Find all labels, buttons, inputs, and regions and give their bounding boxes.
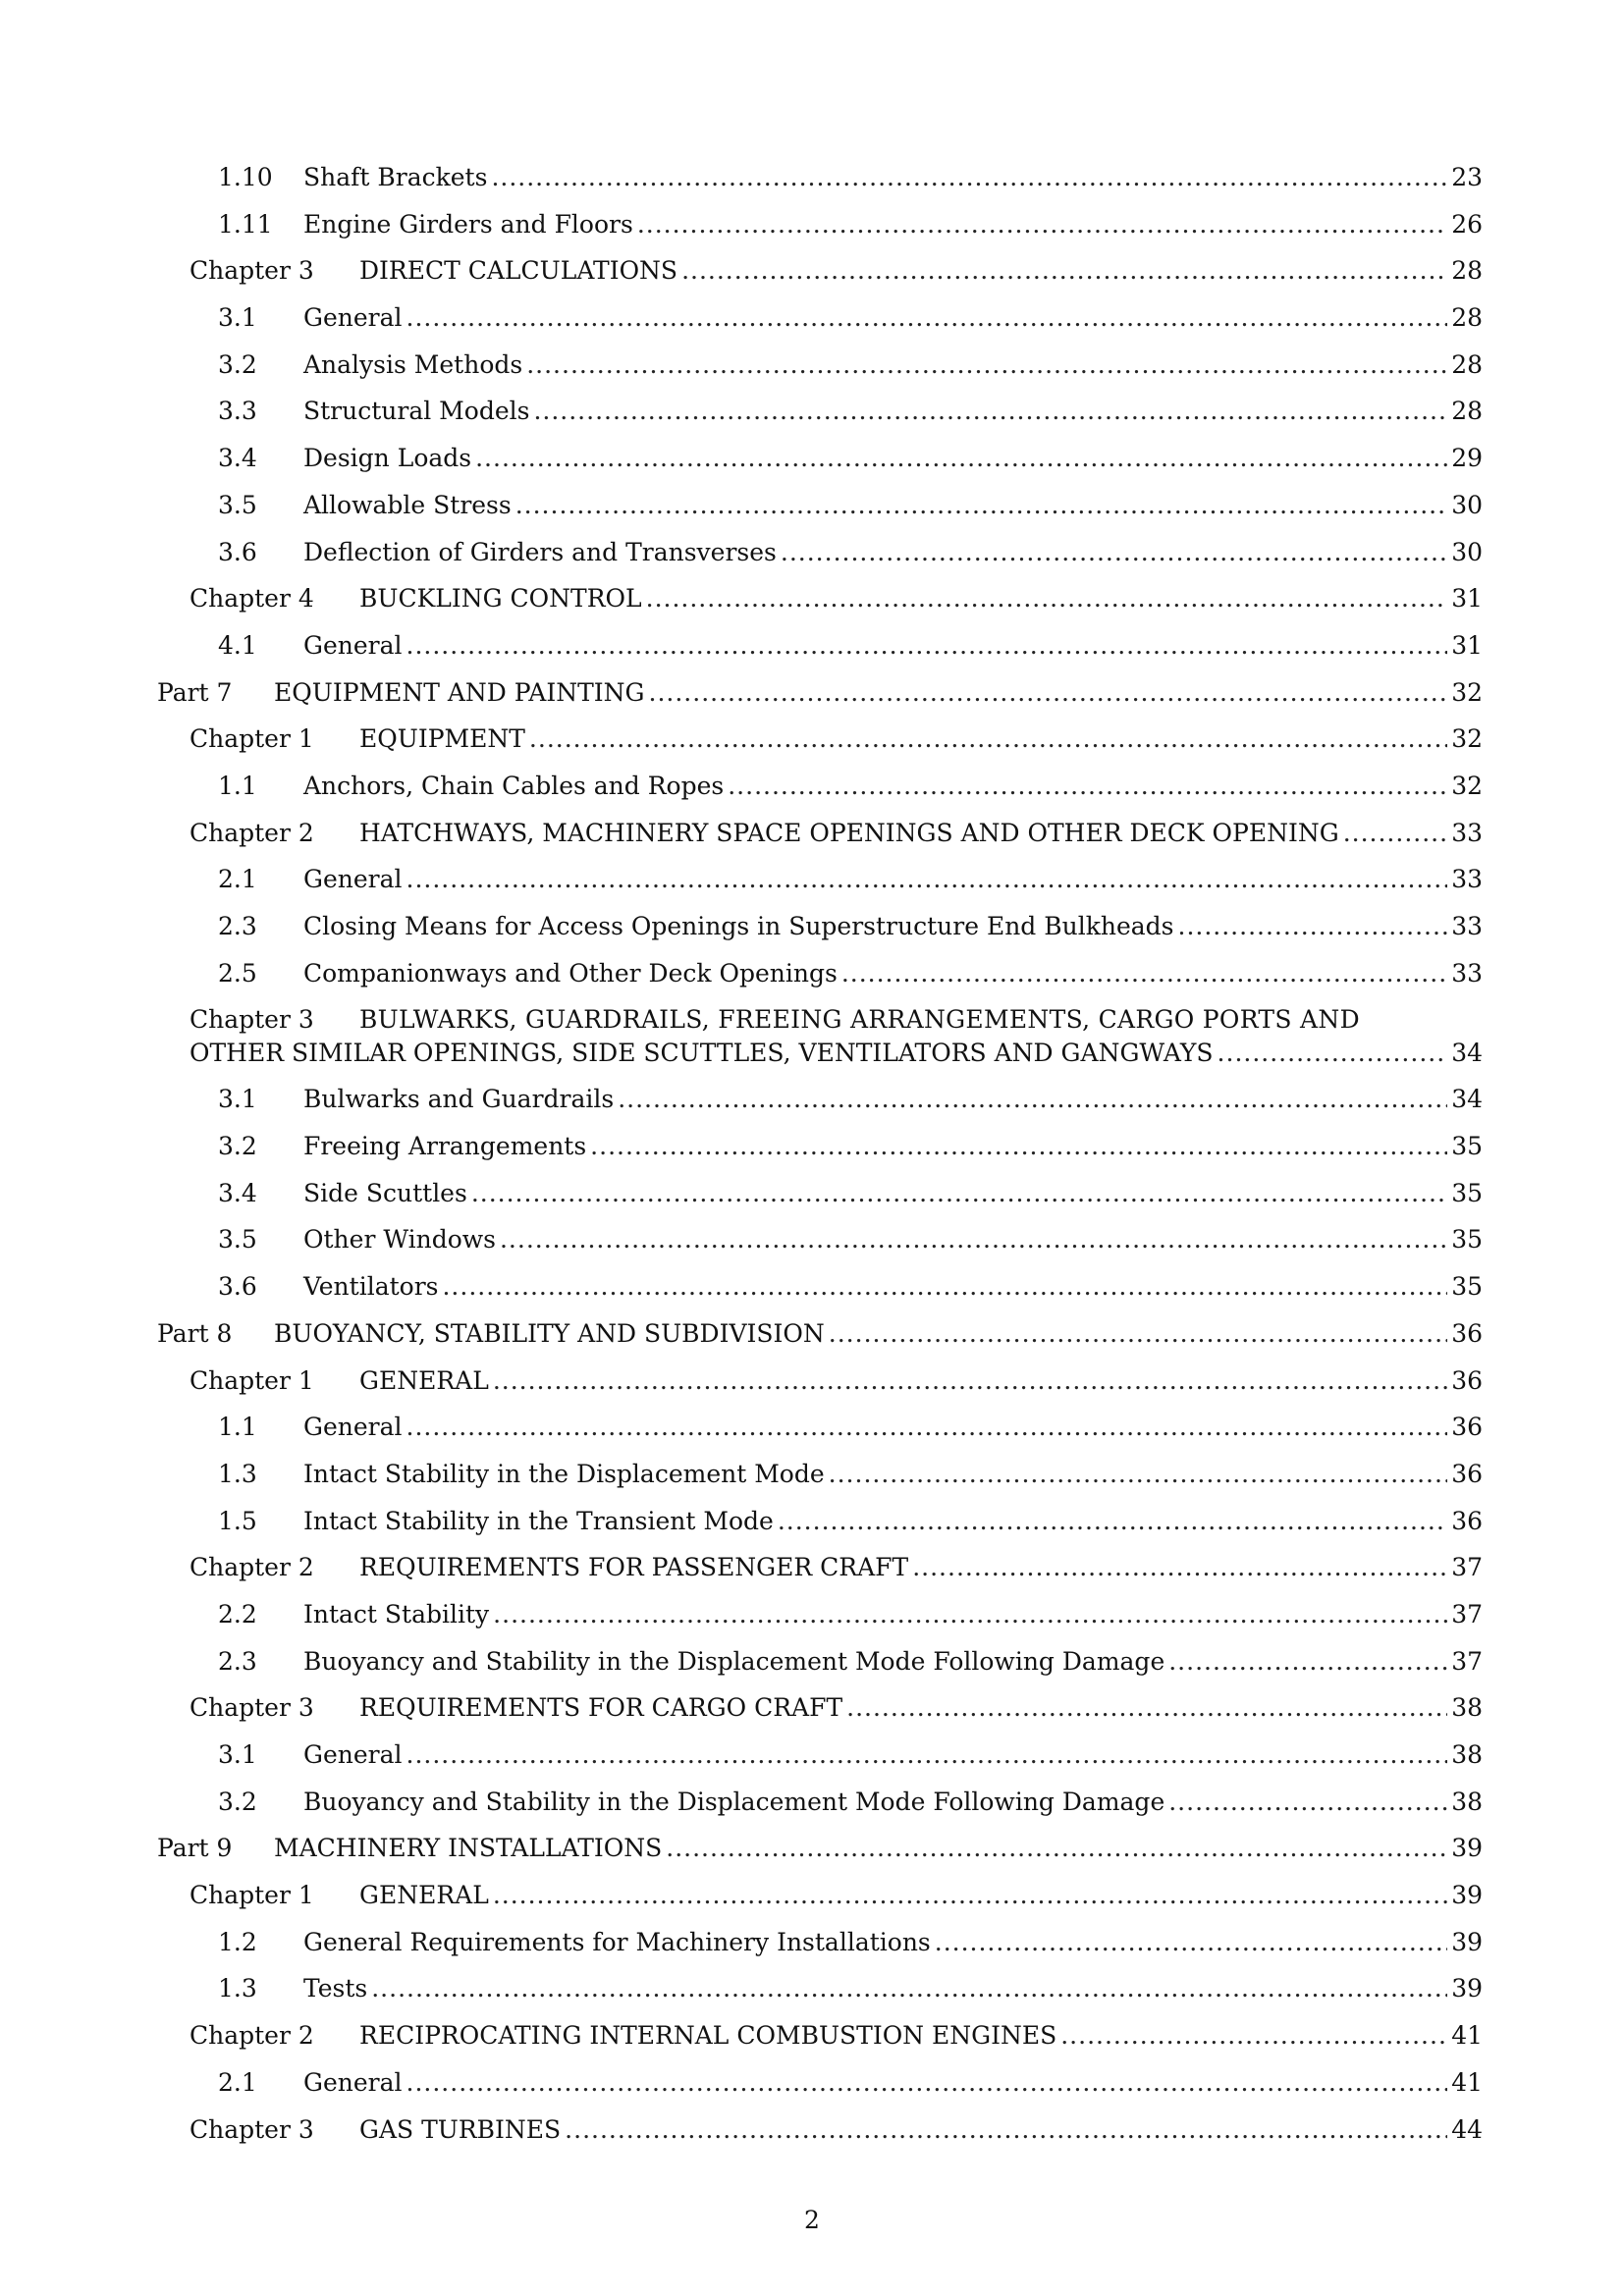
toc-entry-page: 28 bbox=[1451, 256, 1483, 286]
toc-section-entry bbox=[0, 1263, 1624, 1310]
toc-entry-title: HATCHWAYS, MACHINERY SPACE OPENINGS AND OTHER DECK OPENING bbox=[359, 818, 1339, 847]
toc-chapter-entry bbox=[0, 1358, 1624, 1405]
toc-section-entry bbox=[0, 1451, 1624, 1498]
toc-entry-line-1 bbox=[189, 1003, 1483, 1037]
toc-section-entry bbox=[0, 388, 1624, 435]
toc-entry-number: 3.1 bbox=[218, 1740, 257, 1769]
toc-chapter-entry bbox=[0, 1872, 1624, 1919]
toc-entry-title: EQUIPMENT AND PAINTING bbox=[274, 677, 645, 707]
toc-entry-page: 35 bbox=[1451, 1272, 1483, 1302]
toc-entry-page: 28 bbox=[1451, 349, 1483, 379]
toc-entry-page: 38 bbox=[1451, 1740, 1483, 1769]
dot-leader bbox=[533, 388, 1447, 435]
dot-leader bbox=[406, 1404, 1448, 1451]
toc-entry-number: 1.1 bbox=[218, 771, 257, 800]
toc-entry-page: 38 bbox=[1451, 1693, 1483, 1723]
dot-leader bbox=[565, 2107, 1447, 2154]
toc-section-entry bbox=[0, 529, 1624, 576]
toc-entry-page: 36 bbox=[1451, 1413, 1483, 1442]
toc-entry-title: General bbox=[303, 865, 403, 894]
dot-leader bbox=[590, 1123, 1447, 1170]
toc-section-entry bbox=[0, 1732, 1624, 1779]
toc-entry-number: 2.3 bbox=[218, 1646, 257, 1676]
toc-entry-page: 36 bbox=[1451, 1318, 1483, 1348]
toc-entry-number: 1.10 bbox=[218, 163, 273, 191]
toc-entry-page: 41 bbox=[1451, 2067, 1483, 2097]
toc-entry-title: Buoyancy and Stability in the Displacement Mode Following Damage bbox=[303, 1787, 1165, 1816]
toc-entry-page: 37 bbox=[1451, 1553, 1483, 1582]
dot-leader bbox=[493, 1591, 1447, 1638]
toc-entry-page: 36 bbox=[1451, 1506, 1483, 1535]
toc-entry-number: Chapter 2 bbox=[189, 1553, 314, 1582]
toc-section-entry bbox=[0, 342, 1624, 389]
dot-leader bbox=[829, 1451, 1448, 1498]
dot-leader bbox=[666, 1825, 1447, 1872]
toc-entry-number: 2.3 bbox=[218, 912, 257, 940]
toc-entry-title: REQUIREMENTS FOR PASSENGER CRAFT bbox=[359, 1553, 909, 1582]
dot-leader bbox=[841, 950, 1447, 997]
toc-entry-number: 3.3 bbox=[218, 397, 257, 426]
toc-entry-page: 34 bbox=[1451, 1085, 1483, 1114]
toc-entry-title: GENERAL bbox=[359, 1881, 489, 1910]
dot-leader bbox=[471, 1170, 1447, 1217]
toc-entry-title: Closing Means for Access Openings in Superstructure End Bulkheads bbox=[303, 912, 1174, 940]
toc-entry-title: RECIPROCATING INTERNAL COMBUSTION ENGINES bbox=[359, 2021, 1057, 2051]
dot-leader bbox=[493, 1872, 1447, 1919]
dot-leader bbox=[728, 763, 1447, 810]
toc-entry-number: 3.2 bbox=[218, 349, 257, 379]
toc-entry-title: General bbox=[303, 1413, 403, 1442]
dot-leader bbox=[515, 482, 1447, 529]
toc-chapter-entry bbox=[0, 1544, 1624, 1591]
dot-leader bbox=[781, 529, 1447, 576]
toc-entry-title: BUCKLING CONTROL bbox=[359, 584, 642, 614]
toc-section-entry bbox=[0, 1638, 1624, 1685]
toc-entry-number: 3.4 bbox=[218, 1178, 257, 1207]
toc-section-entry bbox=[0, 1498, 1624, 1545]
toc-entry-title: Other Windows bbox=[303, 1225, 496, 1255]
toc-entry-page: 38 bbox=[1451, 1787, 1483, 1816]
toc-entry-number: 2.2 bbox=[218, 1599, 257, 1629]
dot-leader bbox=[1168, 1779, 1447, 1826]
toc-entry-number: 3.1 bbox=[218, 1085, 257, 1114]
toc-entry-number: 1.5 bbox=[218, 1506, 257, 1535]
toc-entry-page: 30 bbox=[1451, 537, 1483, 566]
page-number: 2 bbox=[804, 2206, 820, 2234]
toc-entry-page: 35 bbox=[1451, 1132, 1483, 1161]
toc-chapter-entry bbox=[0, 716, 1624, 763]
dot-leader bbox=[493, 1358, 1447, 1405]
toc-entry-page: 33 bbox=[1451, 818, 1483, 847]
dot-leader bbox=[649, 669, 1448, 717]
toc-entry-number: 3.5 bbox=[218, 1225, 257, 1255]
toc-entry-page: 31 bbox=[1451, 630, 1483, 660]
toc-entry-title: Design Loads bbox=[303, 444, 472, 473]
toc-entry-title-continued: OTHER SIMILAR OPENINGS, SIDE SCUTTLES, VENTILATORS AND GANGWAYS bbox=[189, 1039, 1214, 1068]
dot-leader bbox=[442, 1263, 1447, 1310]
toc-entry-line-2 bbox=[189, 1037, 1483, 1070]
toc-entry-page: 37 bbox=[1451, 1646, 1483, 1676]
toc-entry-title: MACHINERY INSTALLATIONS bbox=[274, 1834, 663, 1863]
toc-entry-page: 28 bbox=[1451, 397, 1483, 426]
toc-section-entry bbox=[0, 1404, 1624, 1451]
toc-entry-number: 3.6 bbox=[218, 1272, 257, 1302]
dot-leader bbox=[406, 294, 1448, 342]
dot-leader bbox=[912, 1544, 1447, 1591]
toc-entry-page: 36 bbox=[1451, 1459, 1483, 1488]
toc-entry-number: Chapter 1 bbox=[189, 1365, 314, 1395]
toc-entry-title: General bbox=[303, 2067, 403, 2097]
toc-entry-number: Chapter 3 bbox=[189, 1693, 314, 1723]
toc-entry-page: 35 bbox=[1451, 1225, 1483, 1255]
toc-chapter-entry bbox=[0, 247, 1624, 294]
toc-section-entry bbox=[0, 294, 1624, 342]
dot-leader bbox=[500, 1216, 1447, 1263]
toc-entry-number: 1.11 bbox=[218, 209, 273, 239]
toc-section-entry bbox=[0, 763, 1624, 810]
toc-entry-page: 33 bbox=[1451, 865, 1483, 894]
toc-chapter-entry bbox=[0, 810, 1624, 857]
toc-chapter-entry bbox=[0, 1684, 1624, 1732]
toc-entry-page: 29 bbox=[1451, 444, 1483, 473]
toc-section-entry bbox=[0, 1123, 1624, 1170]
toc-entry-page: 39 bbox=[1451, 1834, 1483, 1863]
toc-entry-title: Buoyancy and Stability in the Displacement Mode Following Damage bbox=[303, 1646, 1165, 1676]
toc-entry-page: 32 bbox=[1451, 724, 1483, 754]
toc-section-entry bbox=[0, 1919, 1624, 1966]
toc-entry-title: Bulwarks and Guardrails bbox=[303, 1085, 615, 1114]
toc-entry-number: 1.1 bbox=[218, 1413, 257, 1442]
toc-entry-title: BUOYANCY, STABILITY AND SUBDIVISION bbox=[274, 1318, 825, 1348]
toc-section-entry bbox=[0, 2059, 1624, 2107]
toc-entry-page: 35 bbox=[1451, 1178, 1483, 1207]
toc-section-entry bbox=[0, 154, 1624, 201]
toc-entry-page: 37 bbox=[1451, 1599, 1483, 1629]
toc-entry-number: Part 7 bbox=[157, 677, 233, 707]
toc-entry-number: 2.1 bbox=[218, 865, 257, 894]
toc-entry-number: 3.2 bbox=[218, 1132, 257, 1161]
toc-entry-number: 1.3 bbox=[218, 1459, 257, 1488]
dot-leader bbox=[1343, 810, 1447, 857]
toc-entry-title: GAS TURBINES bbox=[359, 2114, 562, 2144]
toc-entry-title: Engine Girders and Floors bbox=[303, 209, 633, 239]
toc-entry-page: 28 bbox=[1451, 303, 1483, 333]
toc-entry-page: 30 bbox=[1451, 490, 1483, 519]
toc-entry-number: Chapter 1 bbox=[189, 1881, 314, 1910]
toc-entry-page: 36 bbox=[1451, 1365, 1483, 1395]
dot-leader bbox=[778, 1498, 1447, 1545]
toc-entry-number: 2.5 bbox=[218, 958, 257, 988]
toc-entry-number: Chapter 4 bbox=[189, 584, 314, 614]
dot-leader bbox=[681, 247, 1447, 294]
toc-entry-title: Intact Stability in the Transient Mode bbox=[303, 1506, 774, 1535]
table-of-contents bbox=[0, 154, 1624, 2153]
toc-entry-number: Chapter 3 bbox=[189, 256, 314, 286]
toc-entry-number: 3.6 bbox=[218, 537, 257, 566]
toc-entry-title: BULWARKS, GUARDRAILS, FREEING ARRANGEMENTS, CARGO PORTS AND bbox=[359, 1005, 1360, 1035]
toc-section-entry bbox=[0, 1216, 1624, 1263]
toc-entry-number: 1.2 bbox=[218, 1927, 257, 1956]
toc-section-entry bbox=[0, 1076, 1624, 1123]
toc-entry-title: REQUIREMENTS FOR CARGO CRAFT bbox=[359, 1693, 843, 1723]
toc-entry-title: Anchors, Chain Cables and Ropes bbox=[303, 771, 725, 800]
toc-chapter-entry bbox=[0, 2012, 1624, 2059]
toc-entry-number: Part 8 bbox=[157, 1318, 233, 1348]
dot-leader bbox=[475, 435, 1447, 482]
toc-entry-page: 41 bbox=[1451, 2021, 1483, 2051]
toc-entry-title: Freeing Arrangements bbox=[303, 1132, 587, 1161]
dot-leader bbox=[529, 716, 1447, 763]
dot-leader bbox=[491, 154, 1447, 201]
toc-entry-title: General bbox=[303, 630, 403, 660]
dot-leader bbox=[1168, 1638, 1447, 1685]
toc-entry-title: Tests bbox=[303, 1974, 368, 2003]
toc-section-entry bbox=[0, 950, 1624, 997]
toc-entry-number: Chapter 2 bbox=[189, 818, 314, 847]
toc-entry-title: Ventilators bbox=[303, 1272, 439, 1302]
toc-entry-page: 34 bbox=[1451, 1039, 1483, 1068]
dot-leader bbox=[406, 1732, 1448, 1779]
toc-entry-number: Chapter 2 bbox=[189, 2021, 314, 2051]
toc-entry-title: Companionways and Other Deck Openings bbox=[303, 958, 838, 988]
toc-entry-page: 23 bbox=[1451, 163, 1483, 191]
toc-entry-title: Allowable Stress bbox=[303, 490, 512, 519]
toc-part-entry bbox=[0, 1310, 1624, 1358]
dot-leader bbox=[646, 575, 1448, 622]
toc-entry-title: Side Scuttles bbox=[303, 1178, 467, 1207]
toc-entry-title: General bbox=[303, 303, 403, 333]
dot-leader bbox=[1218, 1037, 1448, 1070]
toc-part-entry bbox=[0, 669, 1624, 717]
toc-entry-number: 4.1 bbox=[218, 630, 257, 660]
toc-entry-title: General Requirements for Machinery Installations bbox=[303, 1927, 931, 1956]
toc-entry-title: EQUIPMENT bbox=[359, 724, 525, 754]
toc-entry-page: 26 bbox=[1451, 209, 1483, 239]
toc-section-entry bbox=[0, 435, 1624, 482]
dot-leader bbox=[406, 622, 1448, 669]
toc-chapter-entry bbox=[0, 996, 1624, 1076]
toc-entry-number: 2.1 bbox=[218, 2067, 257, 2097]
dot-leader bbox=[406, 2059, 1448, 2107]
toc-entry-page: 39 bbox=[1451, 1974, 1483, 2003]
toc-entry-page: 32 bbox=[1451, 677, 1483, 707]
toc-entry-title: GENERAL bbox=[359, 1365, 489, 1395]
toc-entry-page: 32 bbox=[1451, 771, 1483, 800]
toc-section-entry bbox=[0, 1779, 1624, 1826]
toc-entry-page: 39 bbox=[1451, 1927, 1483, 1956]
toc-entry-title: General bbox=[303, 1740, 403, 1769]
toc-entry-number: Chapter 3 bbox=[189, 2114, 314, 2144]
dot-leader bbox=[637, 201, 1447, 248]
dot-leader bbox=[829, 1310, 1447, 1358]
toc-entry-page: 33 bbox=[1451, 958, 1483, 988]
toc-section-entry bbox=[0, 622, 1624, 669]
dot-leader bbox=[1178, 903, 1448, 950]
toc-section-entry bbox=[0, 1170, 1624, 1217]
toc-section-entry bbox=[0, 1591, 1624, 1638]
dot-leader bbox=[935, 1919, 1447, 1966]
toc-entry-number: 3.1 bbox=[218, 303, 257, 333]
toc-part-entry bbox=[0, 1825, 1624, 1872]
toc-entry-number: Part 9 bbox=[157, 1834, 233, 1863]
toc-entry-number: 3.4 bbox=[218, 444, 257, 473]
toc-entry-page: 39 bbox=[1451, 1881, 1483, 1910]
toc-entry-page: 33 bbox=[1451, 912, 1483, 940]
toc-entry-number: 3.2 bbox=[218, 1787, 257, 1816]
toc-entry-number: 1.3 bbox=[218, 1974, 257, 2003]
toc-section-entry bbox=[0, 903, 1624, 950]
toc-entry-title: DIRECT CALCULATIONS bbox=[359, 256, 678, 286]
toc-entry-number: Chapter 1 bbox=[189, 724, 314, 754]
toc-entry-number: Chapter 3 bbox=[189, 1005, 314, 1035]
toc-section-entry bbox=[0, 201, 1624, 248]
toc-entry-title: Intact Stability in the Displacement Mode bbox=[303, 1459, 825, 1488]
toc-entry-title: Shaft Brackets bbox=[303, 163, 488, 191]
dot-leader bbox=[406, 856, 1448, 903]
toc-entry-number: 3.5 bbox=[218, 490, 257, 519]
dot-leader bbox=[526, 342, 1447, 389]
dot-leader bbox=[1060, 2012, 1447, 2059]
toc-entry-title: Structural Models bbox=[303, 397, 530, 426]
toc-section-entry bbox=[0, 482, 1624, 529]
toc-entry-title: Intact Stability bbox=[303, 1599, 490, 1629]
toc-entry-page: 44 bbox=[1451, 2114, 1483, 2144]
toc-chapter-entry bbox=[0, 575, 1624, 622]
toc-entry-page: 31 bbox=[1451, 584, 1483, 614]
dot-leader bbox=[846, 1684, 1447, 1732]
toc-entry-title: Deflection of Girders and Transverses bbox=[303, 537, 777, 566]
toc-section-entry bbox=[0, 1965, 1624, 2012]
toc-section-entry bbox=[0, 856, 1624, 903]
toc-entry-title: Analysis Methods bbox=[303, 349, 523, 379]
dot-leader bbox=[371, 1965, 1447, 2012]
toc-chapter-entry bbox=[0, 2107, 1624, 2154]
dot-leader bbox=[618, 1076, 1447, 1123]
